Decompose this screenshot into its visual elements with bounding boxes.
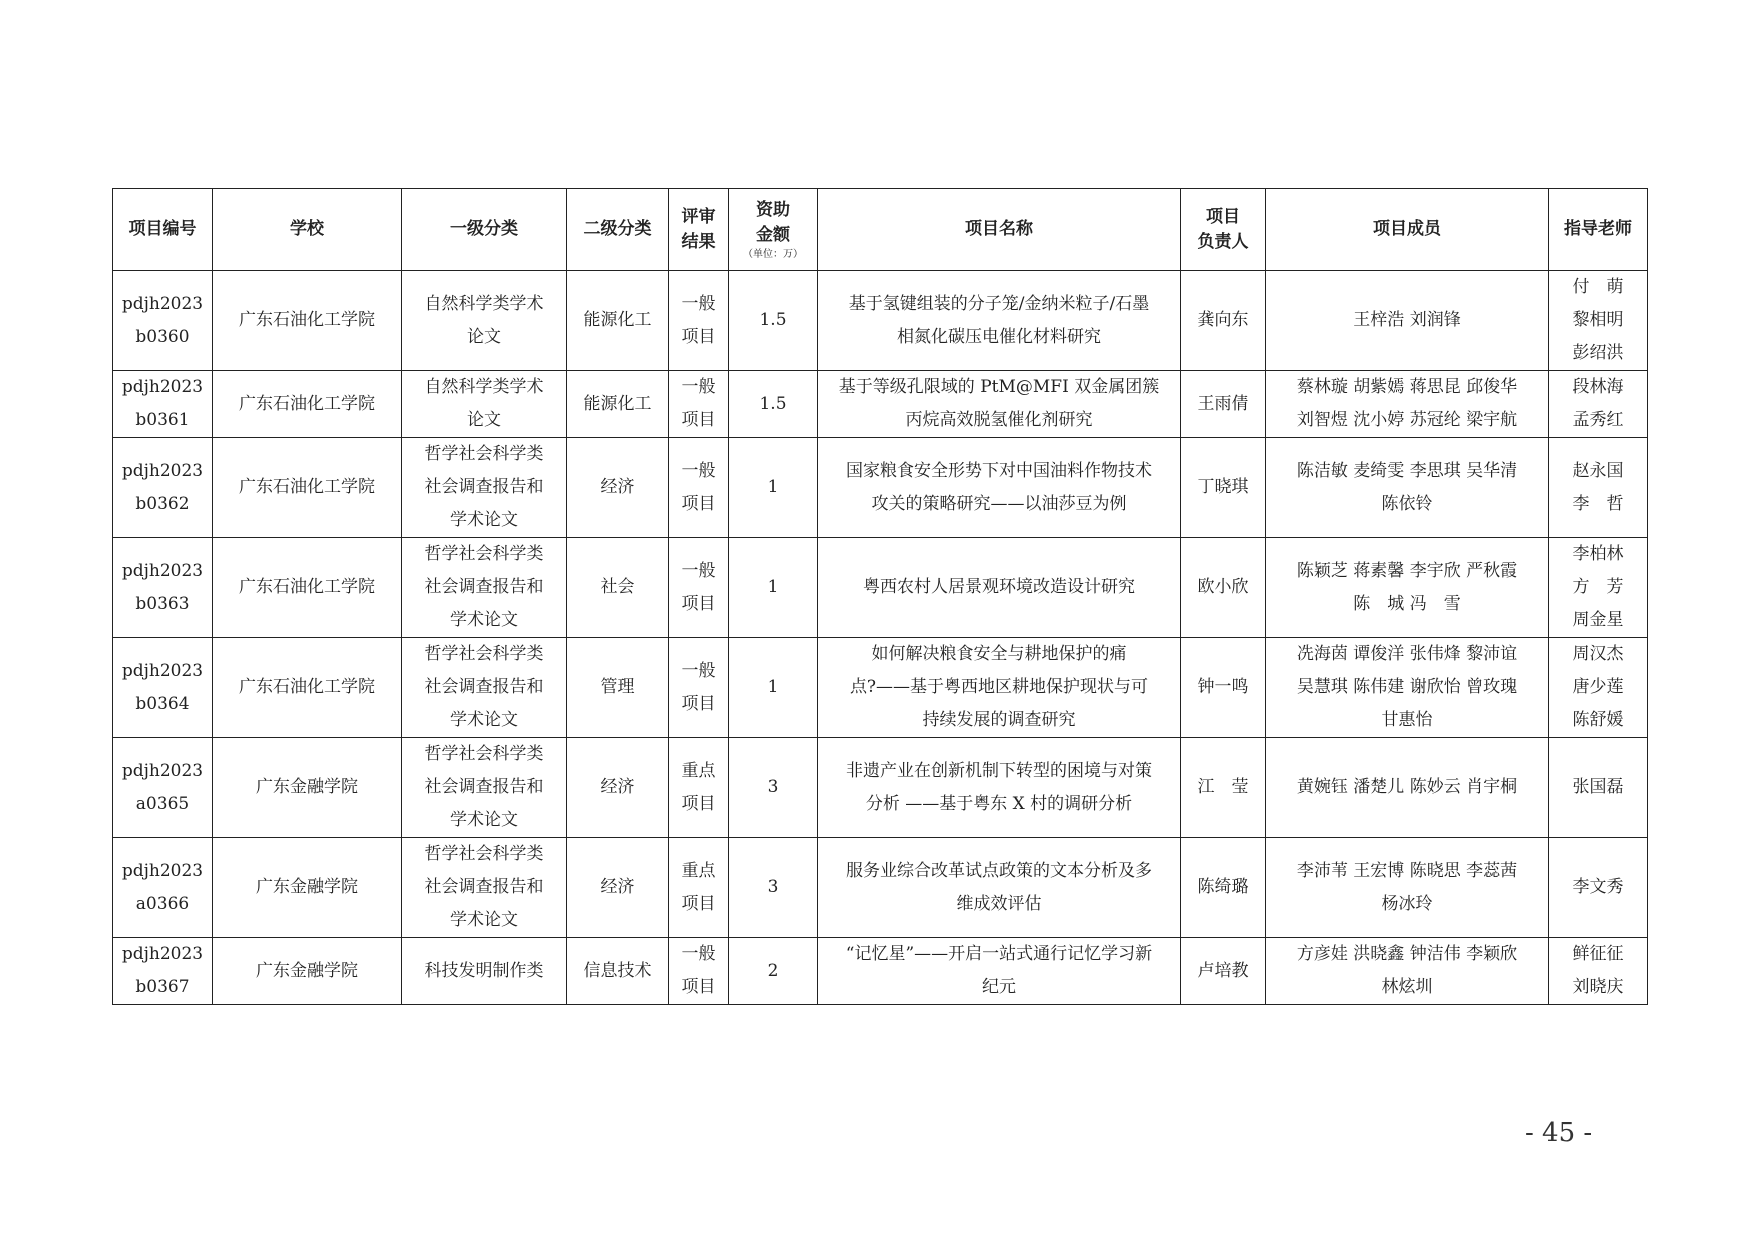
members-cell-line: 冼海茵 谭俊洋 张伟烽 黎沛谊	[1296, 644, 1518, 664]
header-amount	[729, 189, 818, 271]
result-cell	[669, 738, 729, 838]
amount-cell: 1	[729, 638, 818, 738]
leader-cell: 钟一鸣	[1181, 638, 1266, 738]
result-cell-line: 一般	[681, 460, 716, 481]
cat1-cell-line: 科技发明制作类	[424, 960, 544, 981]
members-cell-line: 吴慧琪 陈伟建 谢欣怡 曾玫瑰	[1296, 677, 1518, 697]
leader-cell: 王雨倩	[1181, 371, 1266, 438]
members-cell-line: 黄婉钰 潘楚儿 陈妙云 肖宇桐	[1296, 777, 1518, 797]
project-name-cell-line: “记忆星”——开启一站式通行记忆学习新	[845, 944, 1153, 964]
result-cell	[669, 538, 729, 638]
advisor-cell	[1549, 838, 1648, 938]
table-row	[113, 438, 1648, 538]
project-name-cell	[818, 438, 1181, 538]
result-cell-line: 项目	[681, 977, 716, 997]
cat1-cell	[402, 938, 567, 1005]
cat1-cell	[402, 738, 567, 838]
project-name-cell	[818, 371, 1181, 438]
cat1-cell-line: 学术论文	[450, 510, 518, 530]
table-row	[113, 938, 1648, 1005]
table-row	[113, 638, 1648, 738]
project-name-cell	[818, 838, 1181, 938]
project-name-cell	[818, 738, 1181, 838]
members-cell-line: 李沛苇 王宏博 陈晓思 李蕊茜	[1296, 860, 1518, 881]
project-name-cell-line: 维成效评估	[956, 893, 1042, 914]
project-name-cell-line: 非遗产业在创新机制下转型的困境与对策	[846, 760, 1152, 781]
advisor-cell-line: 黎相明	[1572, 310, 1624, 330]
result-cell-line: 项目	[681, 410, 716, 430]
header-result-line2: 结果	[681, 231, 716, 252]
cat1-cell-line: 自然科学类学术	[424, 377, 544, 397]
id-cell-line: pdjh2023	[121, 860, 204, 881]
cat1-cell-line: 哲学社会科学类	[424, 844, 544, 864]
amount-cell: 1	[729, 438, 818, 538]
members-cell	[1266, 538, 1549, 638]
table-row	[113, 371, 1648, 438]
cat1-cell	[402, 438, 567, 538]
project-table	[112, 188, 1648, 1005]
cat1-cell-line: 论文	[467, 410, 501, 430]
header-leader-line2: 负责人	[1197, 231, 1249, 252]
result-cell-line: 项目	[681, 793, 716, 814]
advisor-cell-line: 李柏林	[1572, 544, 1624, 564]
advisor-cell	[1549, 538, 1648, 638]
id-cell	[113, 938, 213, 1005]
members-cell-line: 杨冰玲	[1381, 893, 1433, 914]
table-row	[113, 738, 1648, 838]
leader-cell: 欧小欣	[1181, 538, 1266, 638]
advisor-cell-line: 方 芳	[1572, 577, 1624, 597]
advisor-cell-line: 鲜征征	[1572, 944, 1624, 964]
id-cell-line: pdjh2023	[121, 560, 204, 581]
result-cell-line: 重点	[681, 860, 716, 881]
result-cell	[669, 838, 729, 938]
leader-cell: 丁晓琪	[1181, 438, 1266, 538]
advisor-cell	[1549, 271, 1648, 371]
result-cell-line: 重点	[681, 760, 716, 781]
cat2-cell: 管理	[567, 638, 669, 738]
leader-cell: 卢培教	[1181, 938, 1266, 1005]
id-cell-line: b0361	[135, 410, 190, 430]
id-cell-line: pdjh2023	[121, 660, 204, 681]
header-advisor: 指导老师	[1549, 189, 1648, 271]
members-cell-line: 方彦娃 洪晓鑫 钟洁伟 李颖欣	[1296, 944, 1518, 964]
school-cell: 广东石油化工学院	[213, 538, 402, 638]
cat1-cell-line: 学术论文	[450, 610, 518, 630]
cat1-cell-line: 论文	[467, 326, 501, 347]
id-cell	[113, 271, 213, 371]
project-name-cell-line: 纪元	[982, 977, 1016, 997]
result-cell-line: 项目	[681, 493, 716, 514]
advisor-cell-line: 付 萌	[1572, 277, 1624, 297]
header-cat2: 二级分类	[567, 189, 669, 271]
advisor-cell-line: 周金星	[1572, 610, 1624, 630]
amount-cell: 1	[729, 538, 818, 638]
cat1-cell-line: 学术论文	[450, 810, 518, 830]
id-cell	[113, 538, 213, 638]
project-name-cell	[818, 538, 1181, 638]
id-cell-line: b0367	[135, 977, 190, 997]
header-id: 项目编号	[113, 189, 213, 271]
advisor-cell	[1549, 438, 1648, 538]
members-cell	[1266, 738, 1549, 838]
header-leader	[1181, 189, 1266, 271]
project-name-cell-line: 基于等级孔限域的 PtM@MFI 双金属团簇	[838, 377, 1160, 397]
cat1-cell-line: 社会调查报告和	[424, 677, 544, 697]
advisor-cell-line: 李 哲	[1572, 493, 1624, 514]
cat1-cell-line: 社会调查报告和	[424, 877, 544, 897]
result-cell	[669, 938, 729, 1005]
project-name-cell-line: 国家粮食安全形势下对中国油料作物技术	[846, 460, 1152, 481]
id-cell-line: pdjh2023	[121, 760, 204, 781]
result-cell-line: 一般	[681, 560, 716, 581]
project-name-cell	[818, 638, 1181, 738]
id-cell-line: a0366	[135, 893, 190, 914]
cat1-cell	[402, 538, 567, 638]
advisor-cell	[1549, 371, 1648, 438]
table-row	[113, 271, 1648, 371]
header-school: 学校	[213, 189, 402, 271]
id-cell-line: b0364	[135, 693, 190, 714]
advisor-cell-line: 彭绍洪	[1572, 343, 1624, 363]
result-cell	[669, 638, 729, 738]
members-cell	[1266, 271, 1549, 371]
header-result-line1: 评审	[681, 206, 716, 227]
school-cell: 广东石油化工学院	[213, 371, 402, 438]
header-leader-line1: 项目	[1206, 206, 1240, 227]
page-number: - 45 -	[1525, 1118, 1593, 1148]
members-cell-line: 甘惠怡	[1381, 710, 1433, 730]
members-cell-line: 陈 城 冯 雪	[1353, 593, 1461, 614]
project-name-cell-line: 分析 ——基于粤东 X 村的调研分析	[865, 793, 1133, 814]
cat2-cell: 能源化工	[567, 271, 669, 371]
advisor-cell-line: 李文秀	[1572, 877, 1624, 897]
cat1-cell-line: 哲学社会科学类	[424, 444, 544, 464]
leader-cell: 陈绮璐	[1181, 838, 1266, 938]
members-cell-line: 蔡林璇 胡紫嫣 蒋思昆 邱俊华	[1296, 377, 1518, 397]
school-cell: 广东金融学院	[213, 738, 402, 838]
result-cell-line: 项目	[681, 693, 716, 714]
cat1-cell-line: 哲学社会科学类	[424, 644, 544, 664]
members-cell-line: 刘智煜 沈小婷 苏冠纶 梁宇航	[1296, 410, 1518, 430]
cat1-cell	[402, 371, 567, 438]
project-name-cell-line: 点?——基于粤西地区耕地保护现状与可	[849, 677, 1149, 697]
result-cell-line: 项目	[681, 893, 716, 914]
header-members: 项目成员	[1266, 189, 1549, 271]
header-amount-line1: 资助	[756, 199, 790, 220]
project-name-cell	[818, 271, 1181, 371]
header-amount-unit: （单位：万）	[743, 248, 803, 260]
advisor-cell-line: 唐少莲	[1572, 677, 1624, 697]
leader-cell: 江 莹	[1181, 738, 1266, 838]
cat2-cell: 社会	[567, 538, 669, 638]
id-cell-line: b0363	[135, 593, 190, 614]
cat1-cell	[402, 638, 567, 738]
id-cell-line: pdjh2023	[121, 944, 204, 964]
members-cell	[1266, 838, 1549, 938]
id-cell-line: pdjh2023	[121, 293, 204, 314]
table-row	[113, 838, 1648, 938]
cat1-cell-line: 社会调查报告和	[424, 777, 544, 797]
cat1-cell-line: 学术论文	[450, 710, 518, 730]
cat1-cell-line: 社会调查报告和	[424, 577, 544, 597]
result-cell-line: 一般	[681, 293, 716, 314]
cat1-cell	[402, 838, 567, 938]
id-cell-line: pdjh2023	[121, 377, 204, 397]
header-result	[669, 189, 729, 271]
cat1-cell-line: 哲学社会科学类	[424, 544, 544, 564]
advisor-cell	[1549, 638, 1648, 738]
cat1-cell-line: 社会调查报告和	[424, 477, 544, 497]
id-cell	[113, 738, 213, 838]
advisor-cell-line: 孟秀红	[1572, 410, 1624, 430]
id-cell	[113, 638, 213, 738]
table-body	[113, 271, 1648, 1005]
result-cell-line: 一般	[681, 944, 716, 964]
result-cell	[669, 271, 729, 371]
project-name-cell-line: 攻关的策略研究——以油莎豆为例	[871, 493, 1127, 514]
result-cell	[669, 438, 729, 538]
project-name-cell-line: 服务业综合改革试点政策的文本分析及多	[846, 860, 1152, 881]
header-cat1: 一级分类	[402, 189, 567, 271]
result-cell-line: 一般	[681, 377, 716, 397]
id-cell-line: b0360	[135, 326, 190, 347]
result-cell-line: 项目	[681, 326, 716, 347]
cat2-cell: 经济	[567, 738, 669, 838]
school-cell: 广东石油化工学院	[213, 438, 402, 538]
cat2-cell: 经济	[567, 838, 669, 938]
advisor-cell-line: 周汉杰	[1572, 644, 1624, 664]
advisor-cell-line: 张国磊	[1572, 777, 1624, 797]
members-cell-line: 陈洁敏 麦绮雯 李思琪 吴华清	[1296, 460, 1518, 481]
advisor-cell-line: 赵永国	[1572, 460, 1624, 481]
project-name-cell-line: 持续发展的调查研究	[922, 710, 1076, 730]
project-name-cell-line: 相氮化碳压电催化材料研究	[897, 326, 1101, 347]
cat1-cell-line: 哲学社会科学类	[424, 744, 544, 764]
amount-cell: 2	[729, 938, 818, 1005]
members-cell-line: 陈颖芝 蒋素馨 李宇欣 严秋霞	[1296, 560, 1518, 581]
project-name-cell-line: 基于氢键组装的分子笼/金纳米粒子/石墨	[848, 293, 1150, 314]
id-cell	[113, 438, 213, 538]
id-cell-line: a0365	[135, 793, 190, 814]
members-cell	[1266, 638, 1549, 738]
table-row	[113, 538, 1648, 638]
school-cell: 广东石油化工学院	[213, 638, 402, 738]
school-cell: 广东金融学院	[213, 938, 402, 1005]
project-name-cell	[818, 938, 1181, 1005]
advisor-cell-line: 段林海	[1572, 377, 1624, 397]
header-row	[113, 189, 1648, 271]
members-cell-line: 林炫圳	[1381, 977, 1433, 997]
project-name-cell-line: 丙烷高效脱氢催化剂研究	[905, 410, 1093, 430]
cat2-cell: 信息技术	[567, 938, 669, 1005]
advisor-cell-line: 刘晓庆	[1572, 977, 1624, 997]
id-cell	[113, 371, 213, 438]
school-cell: 广东石油化工学院	[213, 271, 402, 371]
result-cell-line: 项目	[681, 593, 716, 614]
amount-cell: 3	[729, 738, 818, 838]
cat1-cell-line: 自然科学类学术	[424, 293, 544, 314]
result-cell	[669, 371, 729, 438]
members-cell	[1266, 371, 1549, 438]
result-cell-line: 一般	[681, 660, 716, 681]
members-cell-line: 王梓浩 刘润锋	[1353, 310, 1461, 330]
header-amount-line2: 金额	[756, 224, 790, 245]
project-name-cell-line: 粤西农村人居景观环境改造设计研究	[863, 577, 1135, 597]
cat1-cell-line: 学术论文	[450, 910, 518, 930]
members-cell	[1266, 438, 1549, 538]
cat2-cell: 经济	[567, 438, 669, 538]
amount-cell: 1.5	[729, 371, 818, 438]
members-cell-line: 陈依铃	[1381, 493, 1433, 514]
school-cell: 广东金融学院	[213, 838, 402, 938]
amount-cell: 1.5	[729, 271, 818, 371]
advisor-cell-line: 陈舒媛	[1572, 710, 1624, 730]
id-cell-line: pdjh2023	[121, 460, 204, 481]
header-name: 项目名称	[818, 189, 1181, 271]
leader-cell: 龚向东	[1181, 271, 1266, 371]
members-cell	[1266, 938, 1549, 1005]
id-cell	[113, 838, 213, 938]
id-cell-line: b0362	[135, 493, 190, 514]
amount-cell: 3	[729, 838, 818, 938]
project-name-cell-line: 如何解决粮食安全与耕地保护的痛	[871, 644, 1127, 664]
cat2-cell: 能源化工	[567, 371, 669, 438]
advisor-cell	[1549, 738, 1648, 838]
advisor-cell	[1549, 938, 1648, 1005]
cat1-cell	[402, 271, 567, 371]
